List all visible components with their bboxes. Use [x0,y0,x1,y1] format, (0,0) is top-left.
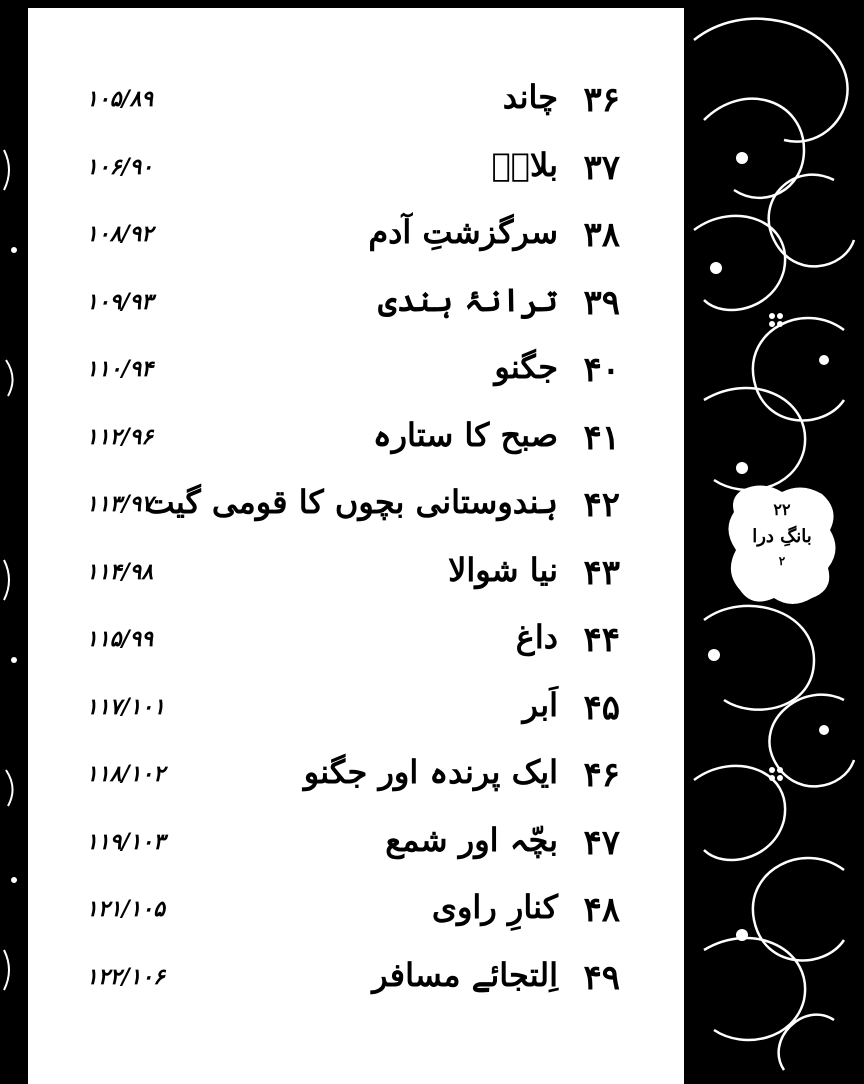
entry-number: ۴۶ [583,755,620,795]
entry-page-numbers: ۱۱۵/۹۹ [86,626,154,652]
toc-entry[interactable] [28,275,668,343]
entry-title: اَبر [522,685,558,724]
entry-title: ایک پرندہ اور جگنو [303,753,558,791]
entry-number: ۳۷ [583,147,620,188]
entry-title: ترانۂ ہندی [378,280,558,319]
toc-entry[interactable] [28,72,668,140]
entry-page-numbers: ۱۰۶/۹۰ [86,153,154,180]
entry-number: ۴۲ [583,485,620,525]
left-ornament [0,0,28,1084]
toc-entry[interactable] [28,342,668,410]
entry-number: ۳۶ [583,80,620,120]
toc-entry[interactable] [28,680,668,748]
toc-entry[interactable] [28,410,668,478]
entry-title: صبح کا ستارہ [372,415,558,454]
cartouche-subtitle: ۲ [778,554,786,568]
toc-entry[interactable] [28,477,668,545]
entry-page-numbers: ۱۲۲/۱۰۶ [86,963,165,990]
entry-page-numbers: ۱۰۸/۹۲ [86,221,154,247]
entry-title: اِلتجائے مسافر [372,955,558,994]
cartouche-title: بانگِ درا [752,526,812,547]
entry-number: ۴۸ [583,890,620,930]
entry-title: نیا شوالا [448,550,558,589]
entry-page-numbers: ۱۱۴/۹۸ [86,558,154,585]
entry-number: ۴۳ [583,552,620,593]
toc-entry[interactable] [28,545,668,613]
entry-page-numbers: ۱۲۱/۱۰۵ [86,896,165,922]
entry-number: ۴۴ [583,620,620,660]
entry-page-numbers: ۱۱۳/۹۷ [86,491,154,517]
left-margin-strip [0,0,28,1084]
entry-number: ۴۷ [583,822,620,863]
entry-number: ۳۹ [583,282,620,323]
toc-entry[interactable] [28,140,668,208]
entry-page-numbers: ۱۱۲/۹۶ [86,423,154,450]
entry-title: جگنو [494,348,558,386]
entry-title: سرگزشتِ آدم [368,213,558,251]
entry-page-numbers: ۱۰۹/۹۳ [86,288,154,315]
entry-number: ۴۱ [583,417,620,458]
entry-title: چاند [502,78,558,116]
toc-entry[interactable] [28,612,668,680]
entry-page-numbers: ۱۰۵/۸۹ [86,86,154,112]
entry-page-numbers: ۱۱۰/۹۴ [86,356,154,382]
toc-entry[interactable] [28,882,668,950]
entry-title: داغ [515,618,558,656]
entry-number: ۴۰ [583,350,620,390]
cartouche-number: ۲۲ [773,500,791,519]
entry-number: ۴۵ [583,687,620,728]
entry-title: بچّہ اور شمع [385,820,558,859]
entry-page-numbers: ۱۱۸/۱۰۲ [86,761,165,787]
toc-entry[interactable] [28,207,668,275]
toc-entry[interactable] [28,747,668,815]
entry-title: بلالؓ [491,145,558,184]
table-of-contents [28,72,668,1017]
entry-page-numbers: ۱۱۹/۱۰۳ [86,828,165,855]
toc-entry[interactable] [28,815,668,883]
entry-number: ۳۸ [583,215,620,255]
entry-number: ۴۹ [583,957,620,998]
entry-page-numbers: ۱۱۷/۱۰۱ [86,693,165,720]
toc-entry[interactable] [28,950,668,1018]
entry-title: کنارِ راوی [431,888,558,926]
entry-title: ہندوستانی بچوں کا قومی گیت [144,483,558,521]
book-title-cartouche [722,480,842,610]
